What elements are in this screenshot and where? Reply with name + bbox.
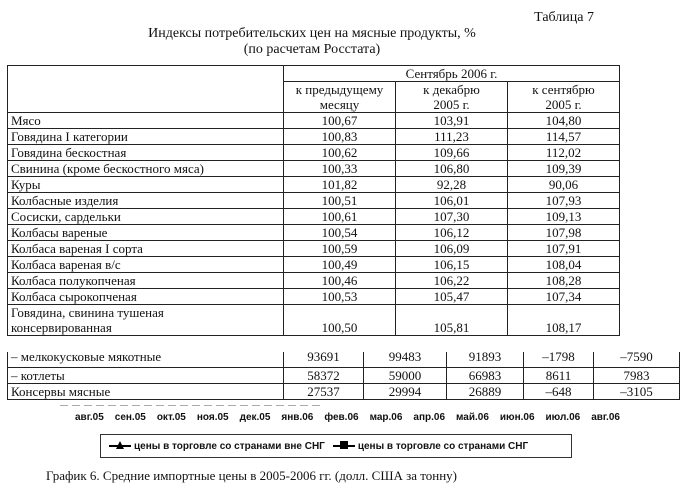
table-row (8, 225, 620, 241)
row-name: Свинина (кроме бескостного мяса) (8, 161, 284, 177)
x-tick-label: апр.06 (413, 412, 446, 423)
row-value: 107,30 (396, 209, 508, 225)
row-name: Говядина бескостная (8, 145, 284, 161)
row-value: 92,28 (396, 177, 508, 193)
row-name: Говядина, свинина тушеная консервированная (8, 305, 284, 336)
row-value: 100,53 (284, 289, 396, 305)
row-value: 99483 (364, 352, 447, 368)
row-value: 109,66 (396, 145, 508, 161)
row-value: 58372 (284, 368, 364, 384)
chart-legend (100, 434, 572, 458)
row-value: 100,49 (284, 257, 396, 273)
triangle-marker-icon (109, 445, 131, 447)
row-value: 106,01 (396, 193, 508, 209)
row-value: 103,91 (396, 113, 508, 129)
row-value: 91893 (447, 352, 524, 368)
row-value: 111,23 (396, 129, 508, 145)
row-value: 29994 (364, 384, 447, 400)
x-tick-label: авг.05 (75, 412, 104, 423)
table-row (8, 273, 620, 289)
row-value: 100,83 (284, 129, 396, 145)
col-header-vs-december: к декабрю 2005 г. (396, 82, 508, 113)
row-value: 106,22 (396, 273, 508, 289)
row-value: 105,81 (396, 305, 508, 336)
table-row (8, 129, 620, 145)
table-row (8, 305, 620, 336)
row-value: 106,15 (396, 257, 508, 273)
price-index-table (7, 65, 620, 336)
row-value: 105,47 (396, 289, 508, 305)
table-row (8, 257, 620, 273)
table-row (8, 113, 620, 129)
x-tick-label: дек.05 (239, 412, 271, 423)
x-tick-label: мар.06 (369, 412, 403, 423)
x-tick-label: янв.06 (281, 412, 314, 423)
row-value: 108,28 (508, 273, 620, 289)
row-value: 106,09 (396, 241, 508, 257)
x-tick-label: июн.06 (499, 412, 535, 423)
row-name: Мясо (8, 113, 284, 129)
row-value: 112,02 (508, 145, 620, 161)
table-subtitle: (по расчетам Росстата) (243, 42, 381, 57)
row-value: 26889 (447, 384, 524, 400)
table-title: Индексы потребительских цен на мясные продукты, % (148, 26, 476, 41)
chart-caption: График 6. Средние импортные цены в 2005-2006 гг. (долл. США за тонну) (46, 468, 458, 483)
row-value: 107,98 (508, 225, 620, 241)
row-name: Колбаса сырокопченая (8, 289, 284, 305)
table-row (8, 241, 620, 257)
table-row (8, 368, 680, 384)
x-tick-label: ноя.05 (196, 412, 229, 423)
row-value: 108,17 (508, 305, 620, 336)
row-value: 8611 (524, 368, 594, 384)
x-tick-label: май.06 (456, 412, 489, 423)
x-tick-label: авг.06 (591, 412, 620, 423)
row-value: 7983 (594, 368, 680, 384)
row-value: 106,80 (396, 161, 508, 177)
legend-label: цены в торговле со странами СНГ (357, 440, 529, 452)
row-value: 100,61 (284, 209, 396, 225)
col-header-prev-month: к предыдущему месяцу (284, 82, 396, 113)
row-value: 106,12 (396, 225, 508, 241)
row-value: 100,50 (284, 305, 396, 336)
row-value: 100,46 (284, 273, 396, 289)
import-volume-table-fragment (7, 349, 680, 400)
legend-item-cis (333, 441, 528, 452)
square-marker-icon (333, 445, 355, 447)
row-value: 101,82 (284, 177, 396, 193)
row-value: –1798 (524, 352, 594, 368)
row-value: 27537 (284, 384, 364, 400)
row-value: 104,80 (508, 113, 620, 129)
row-value: 107,34 (508, 289, 620, 305)
table-number-label: Таблица 7 (534, 10, 594, 25)
row-value: 90,06 (508, 177, 620, 193)
row-value: 66983 (447, 368, 524, 384)
row-value: 93691 (284, 352, 364, 368)
row-name: Куры (8, 177, 284, 193)
row-name: Колбаса вареная I сорта (8, 241, 284, 257)
chart-x-axis-labels (75, 412, 620, 423)
row-value: –648 (524, 384, 594, 400)
row-value: 100,54 (284, 225, 396, 241)
row-name: – мелкокусковые мякотные (8, 352, 284, 368)
row-value: 100,67 (284, 113, 396, 129)
row-name: Колбаса вареная в/с (8, 257, 284, 273)
row-value: –3105 (594, 384, 680, 400)
row-name: Колбаса полукопченая (8, 273, 284, 289)
row-value: 107,91 (508, 241, 620, 257)
row-value: –7590 (594, 352, 680, 368)
row-name: Колбасы вареные (8, 225, 284, 241)
row-value: 100,62 (284, 145, 396, 161)
table-row (8, 289, 620, 305)
row-value: 107,93 (508, 193, 620, 209)
row-value: 109,39 (508, 161, 620, 177)
row-value: 100,59 (284, 241, 396, 257)
header-empty-cell (8, 66, 284, 113)
x-tick-label: июл.06 (545, 412, 581, 423)
table-row (8, 352, 680, 368)
chart-axis-dashes: — — — — — — — — — — — — — — — — — — — — — — (60, 400, 321, 409)
x-tick-label: окт.05 (156, 412, 186, 423)
period-header: Сентябрь 2006 г. (284, 66, 620, 82)
table-row (8, 177, 620, 193)
legend-label: цены в торговле со странами вне СНГ (134, 440, 325, 452)
row-value: 100,51 (284, 193, 396, 209)
table-row (8, 209, 620, 225)
legend-item-non-cis (109, 441, 325, 452)
row-name: Говядина I категории (8, 129, 284, 145)
table-row (8, 161, 620, 177)
table-row (8, 145, 620, 161)
row-name: Колбасные изделия (8, 193, 284, 209)
table-row (8, 193, 620, 209)
x-tick-label: фев.06 (324, 412, 359, 423)
row-name: Сосиски, сардельки (8, 209, 284, 225)
row-name: Консервы мясные (8, 384, 284, 400)
row-value: 108,04 (508, 257, 620, 273)
row-name: – котлеты (8, 368, 284, 384)
x-tick-label: сен.05 (114, 412, 146, 423)
table-row (8, 384, 680, 400)
col-header-vs-september: к сентябрю 2005 г. (508, 82, 620, 113)
header-row-period (8, 66, 620, 82)
row-value: 59000 (364, 368, 447, 384)
row-value: 109,13 (508, 209, 620, 225)
row-value: 114,57 (508, 129, 620, 145)
row-value: 100,33 (284, 161, 396, 177)
